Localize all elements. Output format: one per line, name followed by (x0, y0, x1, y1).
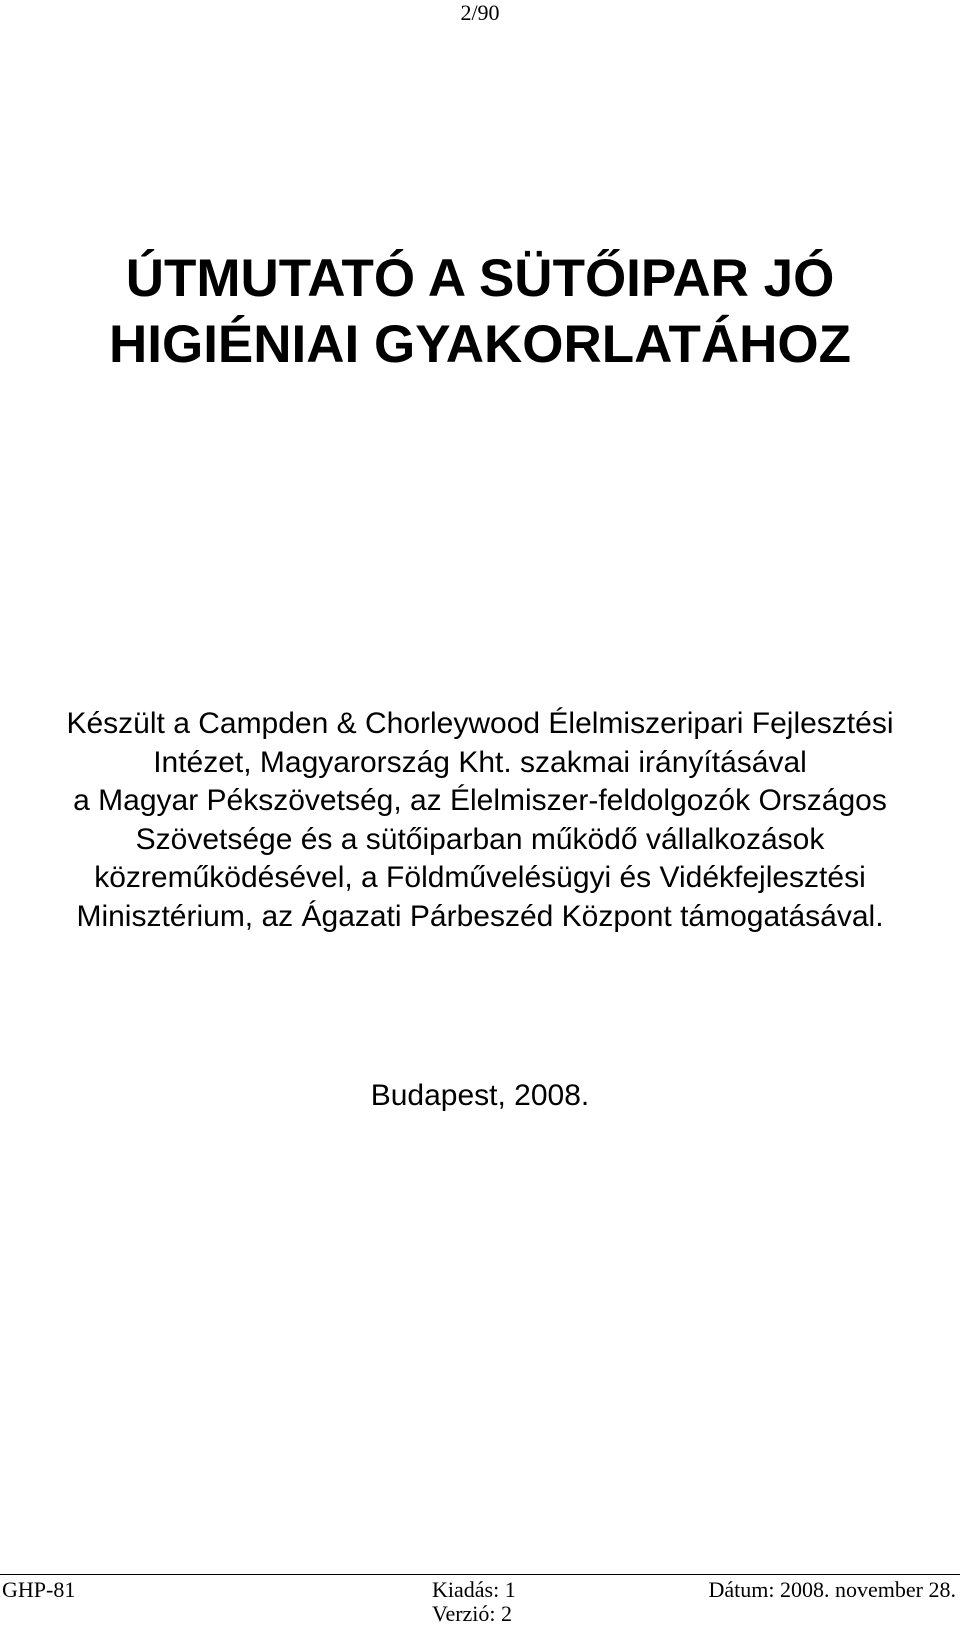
page-number: 2/90 (460, 0, 500, 25)
description-line-3: a Magyar Pékszövetség, az Élelmiszer-feldolgozók Országos (73, 784, 887, 817)
document-title (0, 246, 960, 378)
description-line-2: Intézet, Magyarország Kht. szakmai irányításával (153, 745, 807, 779)
place-date: Budapest, 2008. (370, 1079, 590, 1112)
footer-version: Verzió: 2 (432, 1601, 513, 1626)
footer-date: Dátum: 2008. november 28. (708, 1577, 956, 1602)
description-line-6: Minisztérium, az Ágazati Párbeszéd Központ támogatásával. (76, 899, 884, 933)
description-line-4: Szövetsége és a sütőiparban működő vállalkozások (135, 822, 825, 856)
description-line-1: Készült a Campden & Chorleywood Élelmiszeripari Fejlesztési (66, 707, 894, 740)
title-line-1: ÚTMUTATÓ A SÜTŐIPAR JÓ (125, 249, 835, 308)
footer-document-code: GHP-81 (2, 1577, 76, 1602)
page-footer (0, 1574, 960, 1625)
description-line-5: közreműködésével, a Földművelésügyi és Vidékfejlesztési (94, 861, 866, 894)
footer-issue: Kiadás: 1 (432, 1577, 516, 1602)
title-line-2: HIGIÉNIAI GYAKORLATÁHOZ (108, 315, 852, 374)
description-paragraph (0, 705, 960, 936)
